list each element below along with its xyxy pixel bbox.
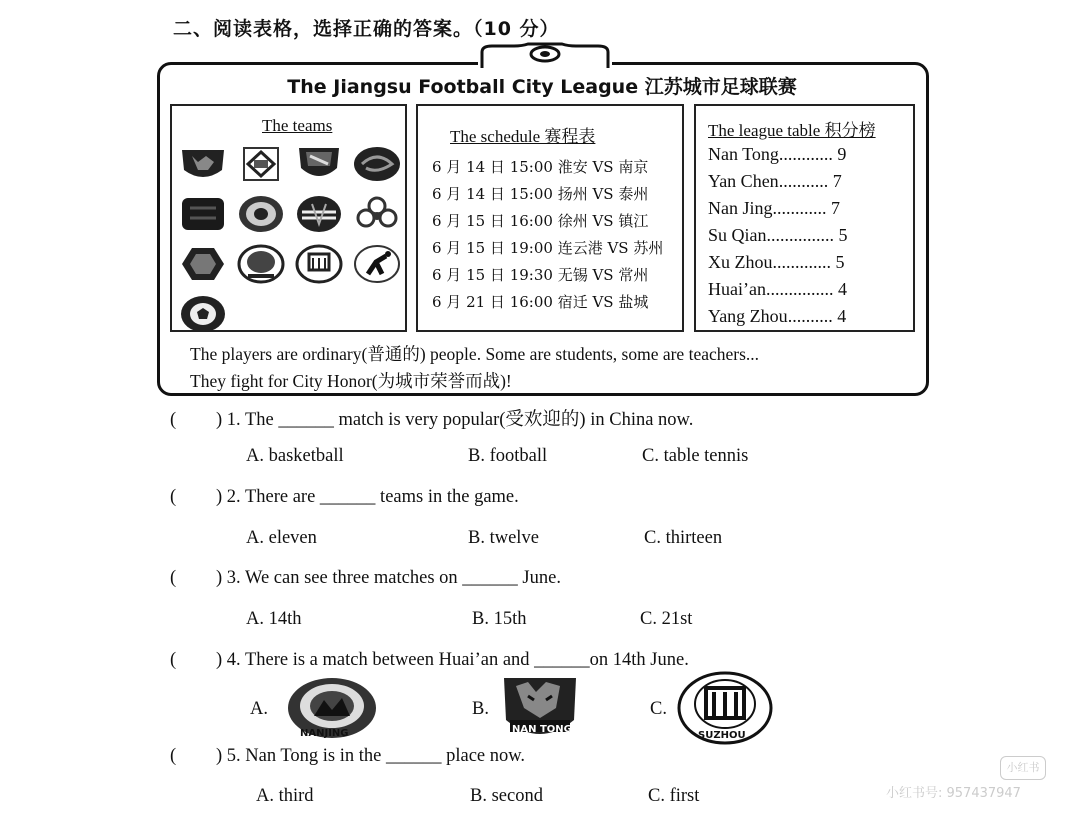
answer-blank-close: )	[216, 410, 223, 430]
answer-blank-open[interactable]: (	[170, 568, 177, 588]
team-logo-flower-icon	[352, 194, 402, 234]
question-text: 5. Nan Tong is in the ______ place now.	[222, 746, 526, 766]
intro-line-2: They fight for City Honor(为城市荣誉而战)!	[190, 371, 512, 391]
section-title: 二、阅读表格，选择正确的答案。（10 分）	[173, 18, 560, 40]
league-row	[708, 144, 848, 171]
answer-blank-open[interactable]: (	[170, 746, 177, 766]
q2-option-b[interactable]: B. twelve	[468, 528, 539, 548]
league-points: 7	[831, 198, 840, 218]
suzhou-logo-label: SUZHOU	[698, 730, 746, 741]
q5-option-b[interactable]: B. second	[470, 786, 543, 806]
team-logo-soccer-ball-icon	[178, 294, 228, 334]
league-team: Su Qian	[708, 225, 767, 245]
team-logo-black-square-icon	[178, 194, 228, 234]
watermark-text: 小红书号: 957437947	[886, 786, 1021, 801]
schedule-row: 6 月 15 日 16:00 徐州 VS 镇江	[432, 212, 649, 230]
schedule-header: The schedule 赛程表	[450, 127, 596, 146]
league-dots: .............	[772, 252, 831, 272]
teams-header: The teams	[262, 116, 333, 135]
league-points: 4	[837, 279, 847, 299]
q3-option-a[interactable]: A. 14th	[246, 609, 302, 629]
teams-box	[170, 104, 407, 332]
nantong-logo-label: NAN TONG	[512, 724, 572, 735]
league-points: 5	[838, 225, 848, 245]
nantong-wolf-logo-icon	[500, 674, 580, 748]
league-row	[708, 171, 848, 198]
league-dots: ............	[778, 144, 833, 164]
schedule-row: 6 月 14 日 15:00 淮安 VS 南京	[432, 158, 649, 176]
league-points: 4	[837, 306, 847, 326]
league-team: Nan Jing	[708, 198, 773, 218]
team-logo-player-icon	[352, 244, 402, 284]
q1-option-c[interactable]: C. table tennis	[642, 446, 749, 466]
league-dots: ...............	[766, 225, 834, 245]
schedule-row: 6 月 15 日 19:00 连云港 VS 苏州	[432, 239, 664, 257]
q3-option-b[interactable]: B. 15th	[472, 609, 527, 629]
question-2	[170, 487, 519, 508]
answer-blank-close: )	[216, 650, 223, 670]
league-row	[708, 252, 848, 279]
team-logo-ball-circle-icon	[236, 194, 286, 234]
team-logo-suzhou-small-icon	[294, 244, 344, 284]
q3-option-c[interactable]: C. 21st	[640, 609, 693, 629]
q4-option-c[interactable]: C.	[650, 699, 667, 719]
league-row	[708, 279, 848, 306]
league-team: Xu Zhou	[708, 252, 773, 272]
watermark-badge: 小红书	[1000, 756, 1046, 780]
league-dots: ...........	[778, 171, 829, 191]
team-logo-nanjing-small-icon	[236, 244, 286, 284]
question-text: 4. There is a match between Huai’an and ______on 14th June.	[222, 650, 689, 670]
league-dots: ...............	[765, 279, 834, 299]
team-logo-diamond-icon	[236, 144, 286, 184]
question-4	[170, 650, 689, 671]
schedule-row: 6 月 14 日 15:00 扬州 VS 泰州	[432, 185, 649, 203]
league-team: Nan Tong	[708, 144, 779, 164]
answer-blank-close: )	[216, 568, 223, 588]
league-dots: ............	[772, 198, 827, 218]
team-logo-dragon-icon	[352, 144, 402, 184]
league-team: Yang Zhou	[708, 306, 788, 326]
league-points: 7	[832, 171, 842, 191]
question-text: 2. There are ______ teams in the game.	[222, 487, 519, 507]
nanjing-logo-label: NANJING	[300, 728, 349, 739]
league-team: Yan Chen	[708, 171, 779, 191]
league-title: The Jiangsu Football City League 江苏城市足球联赛	[287, 76, 797, 98]
question-5	[170, 746, 525, 767]
q5-option-c[interactable]: C. first	[648, 786, 700, 806]
answer-blank-open[interactable]: (	[170, 410, 177, 430]
league-team: Huai’an	[708, 279, 766, 299]
team-logo-hex-badge-icon	[178, 244, 228, 284]
q2-option-c[interactable]: C. thirteen	[644, 528, 723, 548]
q4-option-a[interactable]: A.	[250, 699, 268, 719]
answer-blank-open[interactable]: (	[170, 487, 177, 507]
team-logo-wolf-icon	[178, 144, 228, 184]
league-points: 9	[837, 144, 847, 164]
question-1	[170, 405, 693, 431]
football-tab-icon	[478, 42, 612, 70]
schedule-row: 6 月 21 日 16:00 宿迁 VS 盐城	[432, 293, 649, 311]
answer-blank-close: )	[216, 746, 223, 766]
team-logos	[178, 144, 402, 334]
q1-option-a[interactable]: A. basketball	[246, 446, 344, 466]
question-text: 1. The ______ match is very popular(受欢迎的) in China now.	[222, 410, 694, 430]
q5-option-a[interactable]: A. third	[256, 786, 314, 806]
league-header: The league table 积分榜	[708, 121, 876, 140]
answer-blank-close: )	[216, 487, 223, 507]
league-row	[708, 225, 848, 252]
q2-option-a[interactable]: A. eleven	[246, 528, 317, 548]
league-dots: ..........	[787, 306, 833, 326]
schedule-list	[432, 156, 663, 318]
league-table-box	[694, 104, 915, 332]
league-row	[708, 198, 848, 225]
question-text: 3. We can see three matches on ______ June.	[222, 568, 561, 588]
schedule-row: 6 月 15 日 19:30 无锡 VS 常州	[432, 266, 649, 284]
q1-option-b[interactable]: B. football	[468, 446, 548, 466]
team-logo-wave-circle-icon	[294, 194, 344, 234]
league-list	[708, 144, 848, 333]
league-row	[708, 306, 848, 333]
intro-line-1: The players are ordinary(普通的) people. Some are students, some are teachers...	[190, 344, 760, 364]
league-points: 5	[835, 252, 845, 272]
question-3	[170, 568, 561, 589]
schedule-box	[416, 104, 684, 332]
team-logo-shield-icon	[294, 144, 344, 184]
q4-option-b[interactable]: B.	[472, 699, 489, 719]
answer-blank-open[interactable]: (	[170, 650, 177, 670]
